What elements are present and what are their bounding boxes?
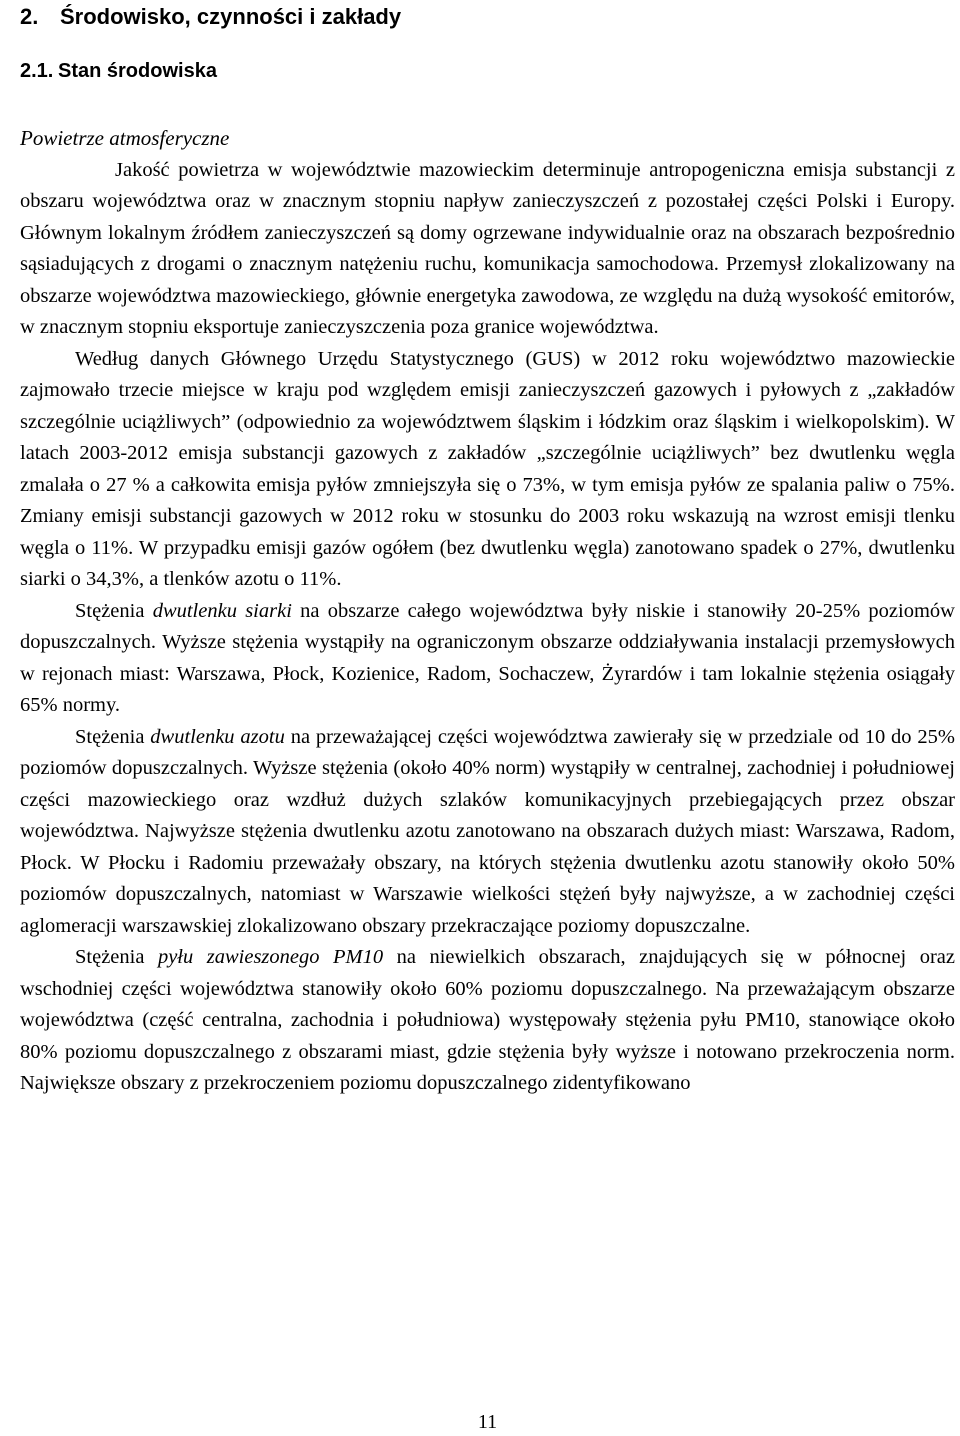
italic-term: dwutlenku siarki: [152, 599, 292, 622]
chapter-number: 2.: [20, 4, 39, 29]
document-body: [20, 123, 955, 1100]
paragraph-lead-text: Stężenia: [75, 599, 153, 622]
section-title: Stan środowiska: [58, 60, 217, 82]
paragraph-lead-text: Stężenia: [75, 725, 151, 748]
paragraph-nitrogen-dioxide: [20, 722, 955, 943]
italic-term: dwutlenku azotu: [150, 725, 285, 748]
paragraph-pm10: [20, 942, 955, 1100]
paragraph-text: na obszarze całego województwa były niskie i stanowiły 20-25% poziomów dopuszczalnych. Wyższe stężenia wystąpiły na ograniczonym obszarze oddziaływania instalacji przemysłowych w rejonach miast: Warszawa, Płock, Kozienice, Radom, Sochaczew, Żyrardów i tam lokalnie stężenia osiągały 65% normy.: [20, 599, 955, 716]
document-page: [20, 0, 955, 1436]
section-heading: [20, 57, 217, 85]
paragraph-gus-data: Według danych Głównego Urzędu Statystycznego (GUS) w 2012 roku województwo mazowieckie zajmowało trzecie miejsce w kraju pod względem emisji zanieczyszczeń gazowych i pyłowych z „zakładów szczególnie uciążliwych” (odpowiednio za województwem śląskim i łódzkim oraz śląskim i wielkopolskim). W latach 2003-2012 emisja substancji gazowych z zakładów „szczególnie uciążliwych” bez dwutlenku węgla zmalała o 27 % a całkowita emisja pyłów zmniejszyła się o 73%, w tym emisja pyłów ze spalania paliw o 75%. Zmiany emisji substancji gazowych w 2012 roku w stosunku do 2003 roku wskazują na wzrost emisji tlenku węgla o 11%. W przypadku emisji gazów ogółem (bez dwutlenku węgla) zanotowano spadek o 27%, dwutlenku siarki o 34,3%, a tlenków azotu o 11%.: [20, 347, 955, 590]
page-number: 11: [477, 1411, 498, 1433]
subheading: Powietrze atmosferyczne: [20, 126, 230, 150]
paragraph-sulfur-dioxide: [20, 596, 955, 722]
paragraph-air-quality: Jakość powietrza w województwie mazowieckim determinuje antropogeniczna emisja substancji z obszaru województwa oraz w znacznym stopniu napływ zanieczyszczeń z pozostałej części Polski i Europy. Głównym lokalnym źródłem zanieczyszczeń są domy ogrzewane indywidualnie oraz na obszarach bezpośrednio sąsiadujących z drogami o znacznym natężeniu ruchu, komunikacja samochodowa. Przemysł zlokalizowany na obszarze województwa mazowieckiego, głównie energetyka zawodowa, ze względu na dużą wysokość emitorów, w znacznym stopniu eksportuje zanieczyszczenia poza granice województwa.: [20, 158, 955, 338]
paragraph-text: na niewielkich obszarach, znajdujących się w północnej oraz wschodniej części województwa stanowiły około 60% poziomu dopuszczalnego. Na przeważającym obszarze województwa (część centralna, zachodnia i południowa) występowały stężenia pyłu PM10, stanowiące około 80% poziomu dopuszczalnego z obszarami miast, gdzie stężenia były wyższe i notowano przekroczenia norm. Największe obszary z przekroczeniem poziomu dopuszczalnego zidentyfikowano: [20, 946, 955, 1094]
chapter-title: Środowisko, czynności i zakłady: [60, 4, 402, 29]
section-number: 2.1.: [20, 60, 54, 82]
paragraph-text: na przeważającej części województwa zawierały się w przedziale od 10 do 25% poziomów dopuszczalnych. Wyższe stężenia (około 40% norm) wystąpiły w centralnej, zachodniej i południowej części mazowieckiego oraz wzdłuż dużych szlaków komunikacyjnych przebiegających przez obszar województwa. Najwyższe stężenia dwutlenku azotu zanotowano na obszarach dużych miast: Warszawa, Radom, Płock. W Płocku i Radomiu przeważały obszary, na których stężenia dwutlenku azotu stanowiły około 50% poziomów dopuszczalnych, natomiast w Warszawie wielkości stężeń były najwyższe, a w zachodniej części aglomeracji warszawskiej zlokalizowano obszary przekraczające poziomy dopuszczalne.: [20, 725, 955, 937]
chapter-heading: [20, 2, 401, 32]
italic-term: pyłu zawieszonego PM10: [157, 946, 384, 968]
paragraph-lead-text: Stężenia: [75, 946, 158, 968]
